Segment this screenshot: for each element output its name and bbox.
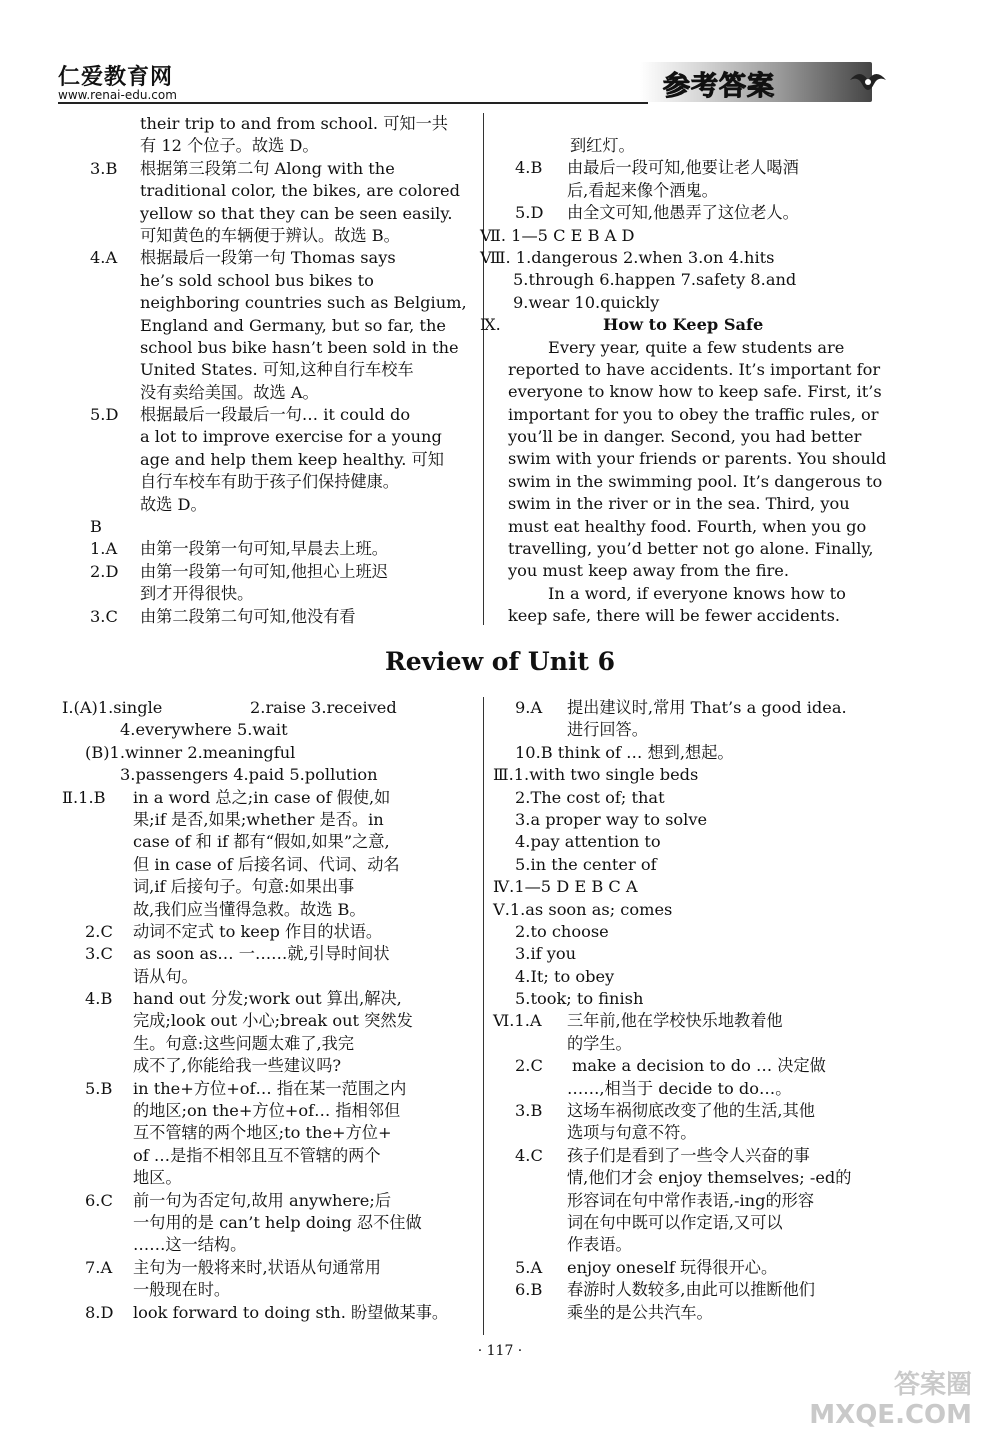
text-segment: of …是指不相邻且互不管辖的两个 bbox=[133, 1145, 381, 1165]
text-segment: 5.D bbox=[90, 405, 119, 425]
text-segment: ……,相当于 decide to do…。 bbox=[567, 1078, 792, 1098]
text-segment: 语从句。 bbox=[133, 966, 198, 986]
text-segment: 没有卖给美国。故选 A。 bbox=[140, 382, 319, 402]
text-line bbox=[0, 1234, 1000, 1256]
text-segment: 4.It; to obey bbox=[515, 966, 615, 986]
text-line bbox=[0, 1122, 1000, 1144]
text-line bbox=[0, 876, 1000, 898]
text-segment: swim with your friends or parents. You should bbox=[508, 449, 887, 469]
text-line bbox=[0, 605, 1000, 627]
text-segment: 2.raise 3.received bbox=[250, 698, 397, 717]
text-segment: 可知黄色的车辆便于辨认。故选 B。 bbox=[140, 225, 400, 245]
text-segment: 词,if 后接句子。句意:如果出事 bbox=[133, 877, 355, 897]
text-segment: 春游时人数较多,由此可以推断他们 bbox=[567, 1280, 815, 1300]
text-segment: swim in the river or in the sea. Third, you bbox=[508, 494, 850, 514]
text-segment: 3.B bbox=[90, 158, 118, 178]
text-segment: 这场车祸彻底改变了他的生活,其他 bbox=[567, 1101, 815, 1121]
text-segment: 4.B bbox=[515, 158, 543, 178]
text-segment: 4.A bbox=[90, 248, 118, 268]
text-line bbox=[0, 225, 1000, 247]
text-line bbox=[0, 1257, 1000, 1279]
text-segment: In a word, if everyone knows how to bbox=[548, 583, 846, 603]
essay-title: How to Keep Safe bbox=[603, 315, 764, 335]
text-segment: Ⅳ.1—5 D E B C A bbox=[493, 877, 638, 897]
text-segment: keep safe, there will be fewer accidents. bbox=[508, 606, 841, 626]
text-segment: hand out 分发;work out 算出,解决, bbox=[133, 989, 402, 1009]
page-number: · 117 · bbox=[477, 1343, 523, 1359]
text-line bbox=[0, 113, 480, 135]
text-segment: 2.C bbox=[515, 1056, 543, 1076]
text-segment: as soon as… 一……就,引导时间状 bbox=[133, 944, 390, 964]
text-segment: B bbox=[90, 517, 102, 537]
text-segment: Ⅵ.1.A bbox=[493, 1011, 542, 1031]
text-segment: 由第一段第一句可知,他担心上班迟 bbox=[140, 561, 388, 581]
text-segment: 一句用的是 can’t help doing 忍不住做 bbox=[133, 1212, 422, 1232]
text-segment: school bus bike hasn’t been sold in the bbox=[140, 337, 459, 357]
text-segment: 完成;look out 小心;break out 突然发 bbox=[133, 1011, 413, 1031]
text-line bbox=[0, 764, 1000, 786]
watermark-domain: MXQE.COM bbox=[809, 1400, 972, 1430]
text-segment: neighboring countries such as Belgium, bbox=[140, 293, 467, 313]
text-segment: Every year, quite a few students are bbox=[548, 337, 845, 357]
text-line bbox=[0, 157, 1000, 179]
text-segment: ……这一结构。 bbox=[133, 1235, 247, 1255]
text-line bbox=[0, 381, 1000, 403]
text-segment: 5.A bbox=[515, 1257, 543, 1277]
text-segment: age and help them keep healthy. 可知 bbox=[140, 449, 444, 469]
text-segment: 进行回答。 bbox=[567, 720, 648, 740]
text-line bbox=[0, 1100, 1000, 1122]
text-line bbox=[0, 1212, 1000, 1234]
text-line bbox=[0, 292, 1000, 314]
text-segment: 3.passengers 4.paid 5.pollution bbox=[120, 765, 378, 785]
text-line bbox=[0, 1167, 1000, 1189]
text-line bbox=[0, 314, 1000, 336]
text-segment: 作表语。 bbox=[567, 1235, 632, 1255]
text-segment: 3.B bbox=[515, 1101, 543, 1121]
text-segment: 4.everywhere 5.wait bbox=[120, 720, 288, 740]
text-segment: 3.a proper way to solve bbox=[515, 809, 708, 829]
text-segment: 根据最后一段最后一句… it could do bbox=[140, 405, 411, 425]
text-segment: a lot to improve exercise for a young bbox=[140, 427, 442, 447]
text-line bbox=[0, 359, 1000, 381]
publisher-logo: 仁爱教育网 bbox=[58, 65, 174, 90]
text-segment: 故选 D。 bbox=[140, 494, 207, 514]
text-line bbox=[0, 719, 1000, 741]
text-line bbox=[0, 448, 1000, 470]
text-segment: 10.B think of … 想到,想起。 bbox=[515, 742, 734, 762]
text-segment: Ⅶ. 1—5 C E B A D bbox=[480, 225, 635, 245]
text-segment: 成不了,你能给我一些建议吗? bbox=[133, 1056, 342, 1076]
text-segment: Ⅰ.(A)1.single bbox=[62, 698, 163, 717]
text-segment: 8.D bbox=[85, 1302, 114, 1322]
header-rule bbox=[58, 102, 648, 104]
text-line bbox=[0, 404, 1000, 426]
text-line bbox=[0, 742, 1000, 764]
text-line bbox=[0, 1279, 1000, 1301]
text-segment: 后,看起来像个酒鬼。 bbox=[567, 180, 718, 200]
text-segment: 3.if you bbox=[515, 944, 577, 964]
text-segment: 生。句意:这些问题太难了,我完 bbox=[133, 1033, 355, 1053]
text-segment: 故,我们应当懂得急救。故选 B。 bbox=[133, 899, 366, 919]
text-segment: everyone to know how to keep safe. First, it’s bbox=[508, 382, 882, 402]
text-segment: 由第二段第二句可知,他没有看 bbox=[140, 606, 356, 626]
text-segment: travelling, you’d better not go alone. Finally, bbox=[508, 539, 874, 559]
text-line bbox=[0, 921, 1000, 943]
text-segment: 5.in the center of bbox=[515, 854, 657, 874]
text-segment: in the+方位+of… 指在某一范围之内 bbox=[133, 1078, 407, 1098]
text-line bbox=[0, 966, 1000, 988]
text-segment: 2.to choose bbox=[515, 921, 609, 941]
text-segment: Ⅸ. bbox=[480, 315, 501, 335]
text-segment: 情,他们才会 enjoy themselves; -ed的 bbox=[567, 1168, 852, 1188]
text-segment: 有 12 个位子。故选 D。 bbox=[140, 136, 319, 156]
text-segment: 根据第三段第二句 Along with the bbox=[140, 158, 395, 178]
text-segment: 一般现在时。 bbox=[133, 1280, 231, 1300]
text-segment: case of 和 if 都有“假如,如果”之意, bbox=[133, 832, 390, 852]
text-segment: (B)1.winner 2.meaningful bbox=[85, 742, 296, 762]
text-segment: he’s sold school bus bikes to bbox=[140, 270, 374, 290]
text-segment: 果;if 是否,如果;whether 是否。in bbox=[133, 809, 384, 829]
text-line bbox=[0, 337, 1000, 359]
answer-key-banner-label: 参考答案 bbox=[663, 71, 775, 102]
text-line bbox=[0, 854, 1000, 876]
text-segment: 自行车校车有助于孩子们保持健康。 bbox=[140, 472, 399, 492]
text-line bbox=[0, 135, 1000, 157]
text-line bbox=[0, 1010, 1000, 1032]
text-segment: 由第一段第一句可知,早晨去上班。 bbox=[140, 539, 388, 559]
text-segment: 的学生。 bbox=[567, 1033, 632, 1053]
text-line bbox=[0, 247, 1000, 269]
text-line bbox=[0, 988, 1000, 1010]
review-section-title: Review of Unit 6 bbox=[384, 647, 616, 676]
text-segment: 6.B bbox=[515, 1280, 543, 1300]
text-segment: 3.C bbox=[85, 944, 113, 964]
text-segment: 5.B bbox=[85, 1078, 113, 1098]
text-segment: 三年前,他在学校快乐地教着他 bbox=[567, 1011, 783, 1031]
text-segment: 地区。 bbox=[133, 1168, 182, 1188]
text-segment: their trip to and from school. 可知一共 bbox=[140, 114, 448, 133]
text-line bbox=[0, 560, 1000, 582]
text-segment: reported to have accidents. It’s important for bbox=[508, 359, 881, 379]
text-segment: 5.through 6.happen 7.safety 8.and bbox=[513, 270, 797, 290]
text-segment: 2.C bbox=[85, 921, 113, 941]
text-segment: 由最后一段可知,他要让老人喝酒 bbox=[567, 158, 799, 178]
text-line bbox=[0, 426, 1000, 448]
text-line bbox=[0, 1145, 1000, 1167]
text-segment: Ⅱ.1.B bbox=[62, 787, 106, 807]
text-segment: 的地区;on the+方位+of… 指相邻但 bbox=[133, 1101, 401, 1121]
text-line bbox=[0, 1055, 1000, 1077]
text-line bbox=[0, 269, 1000, 291]
text-segment: traditional color, the bikes, are colored bbox=[140, 181, 460, 201]
text-line bbox=[0, 180, 1000, 202]
text-segment: you must keep away from the fire. bbox=[508, 561, 790, 581]
text-segment: in a word 总之;in case of 假使,如 bbox=[133, 787, 391, 807]
text-line bbox=[0, 471, 1000, 493]
text-segment: 2.The cost of; that bbox=[515, 787, 665, 807]
text-segment: important for you to obey the traffic rules, or bbox=[508, 404, 879, 424]
text-segment: 互不管辖的两个地区;to the+方位+ bbox=[133, 1123, 392, 1143]
watermark-logo-text: 答案圈 bbox=[893, 1370, 972, 1400]
text-segment: make a decision to do … 决定做 bbox=[572, 1056, 826, 1076]
text-line bbox=[0, 831, 1000, 853]
text-segment: England and Germany, but so far, the bbox=[140, 315, 446, 335]
text-segment: 选项与句意不符。 bbox=[567, 1123, 697, 1143]
text-segment: enjoy oneself 玩得很开心。 bbox=[567, 1257, 778, 1277]
text-segment: Ⅲ.1.with two single beds bbox=[493, 765, 699, 785]
text-segment: 5.took; to finish bbox=[515, 989, 644, 1009]
text-line bbox=[0, 493, 1000, 515]
text-segment: United States. 可知,这种自行车校车 bbox=[140, 360, 414, 380]
text-segment: 4.pay attention to bbox=[515, 832, 661, 852]
text-line bbox=[0, 1190, 1000, 1212]
text-segment: 动词不定式 to keep 作目的状语。 bbox=[133, 921, 383, 941]
text-segment: 形容词在句中常作表语,-ing的形容 bbox=[567, 1190, 815, 1210]
text-segment: 3.C bbox=[90, 606, 118, 626]
text-line bbox=[0, 516, 1000, 538]
text-segment: must eat healthy food. Fourth, when you go bbox=[508, 516, 867, 536]
text-segment: look forward to doing sth. 盼望做某事。 bbox=[133, 1302, 449, 1322]
text-segment: 到红灯。 bbox=[570, 136, 635, 155]
text-segment: yellow so that they can be seen easily. bbox=[140, 203, 453, 223]
text-segment: 由全文可知,他愚弄了这位老人。 bbox=[567, 203, 799, 223]
text-segment: 到才开得很快。 bbox=[140, 584, 254, 604]
text-segment: 提出建议时,常用 That’s a good idea. bbox=[567, 698, 847, 717]
text-segment: 但 in case of 后接名词、代词、动名 bbox=[133, 854, 400, 874]
text-segment: 7.A bbox=[85, 1257, 113, 1277]
text-line bbox=[0, 943, 1000, 965]
text-line bbox=[0, 787, 1000, 809]
text-segment: 1.A bbox=[90, 539, 118, 559]
text-segment: 9.wear 10.quickly bbox=[513, 292, 660, 312]
text-segment: 5.D bbox=[515, 203, 544, 223]
watermark bbox=[809, 1370, 972, 1430]
text-segment: you’ll be in danger. Second, you had better bbox=[508, 427, 862, 447]
publisher-url: www.renai-edu.com bbox=[58, 88, 177, 102]
upper-right-column bbox=[0, 135, 1000, 628]
text-line bbox=[0, 202, 1000, 224]
text-line bbox=[0, 538, 1000, 560]
text-segment: 乘坐的是公共汽车。 bbox=[567, 1302, 713, 1322]
text-segment: 主句为一般将来时,状语从句通常用 bbox=[133, 1257, 381, 1277]
bird-logo-icon bbox=[848, 66, 888, 100]
text-line bbox=[0, 1033, 1000, 1055]
text-line bbox=[0, 583, 1000, 605]
text-segment: 词在句中既可以作定语,又可以 bbox=[567, 1212, 783, 1232]
text-line bbox=[0, 899, 1000, 921]
text-line bbox=[0, 1078, 1000, 1100]
text-line bbox=[0, 1302, 1000, 1324]
text-segment: Ⅷ. 1.dangerous 2.when 3.on 4.hits bbox=[480, 247, 775, 267]
text-segment: 根据最后一段第一句 Thomas says bbox=[140, 248, 396, 268]
text-segment: swim in the swimming pool. It’s dangerous to bbox=[508, 471, 883, 491]
text-segment: 前一句为否定句,故用 anywhere;后 bbox=[133, 1190, 392, 1210]
text-segment: Ⅴ.1.as soon as; comes bbox=[493, 899, 673, 919]
text-segment: 9.A bbox=[515, 698, 543, 717]
text-segment: 4.C bbox=[515, 1145, 543, 1165]
lower-right-column bbox=[0, 697, 1000, 1324]
text-segment: 孩子们是看到了一些令人兴奋的事 bbox=[567, 1145, 810, 1165]
text-line bbox=[0, 809, 1000, 831]
text-segment: 6.C bbox=[85, 1190, 113, 1210]
text-segment: 4.B bbox=[85, 989, 113, 1009]
text-line bbox=[0, 697, 1000, 719]
text-segment: 2.D bbox=[90, 561, 119, 581]
